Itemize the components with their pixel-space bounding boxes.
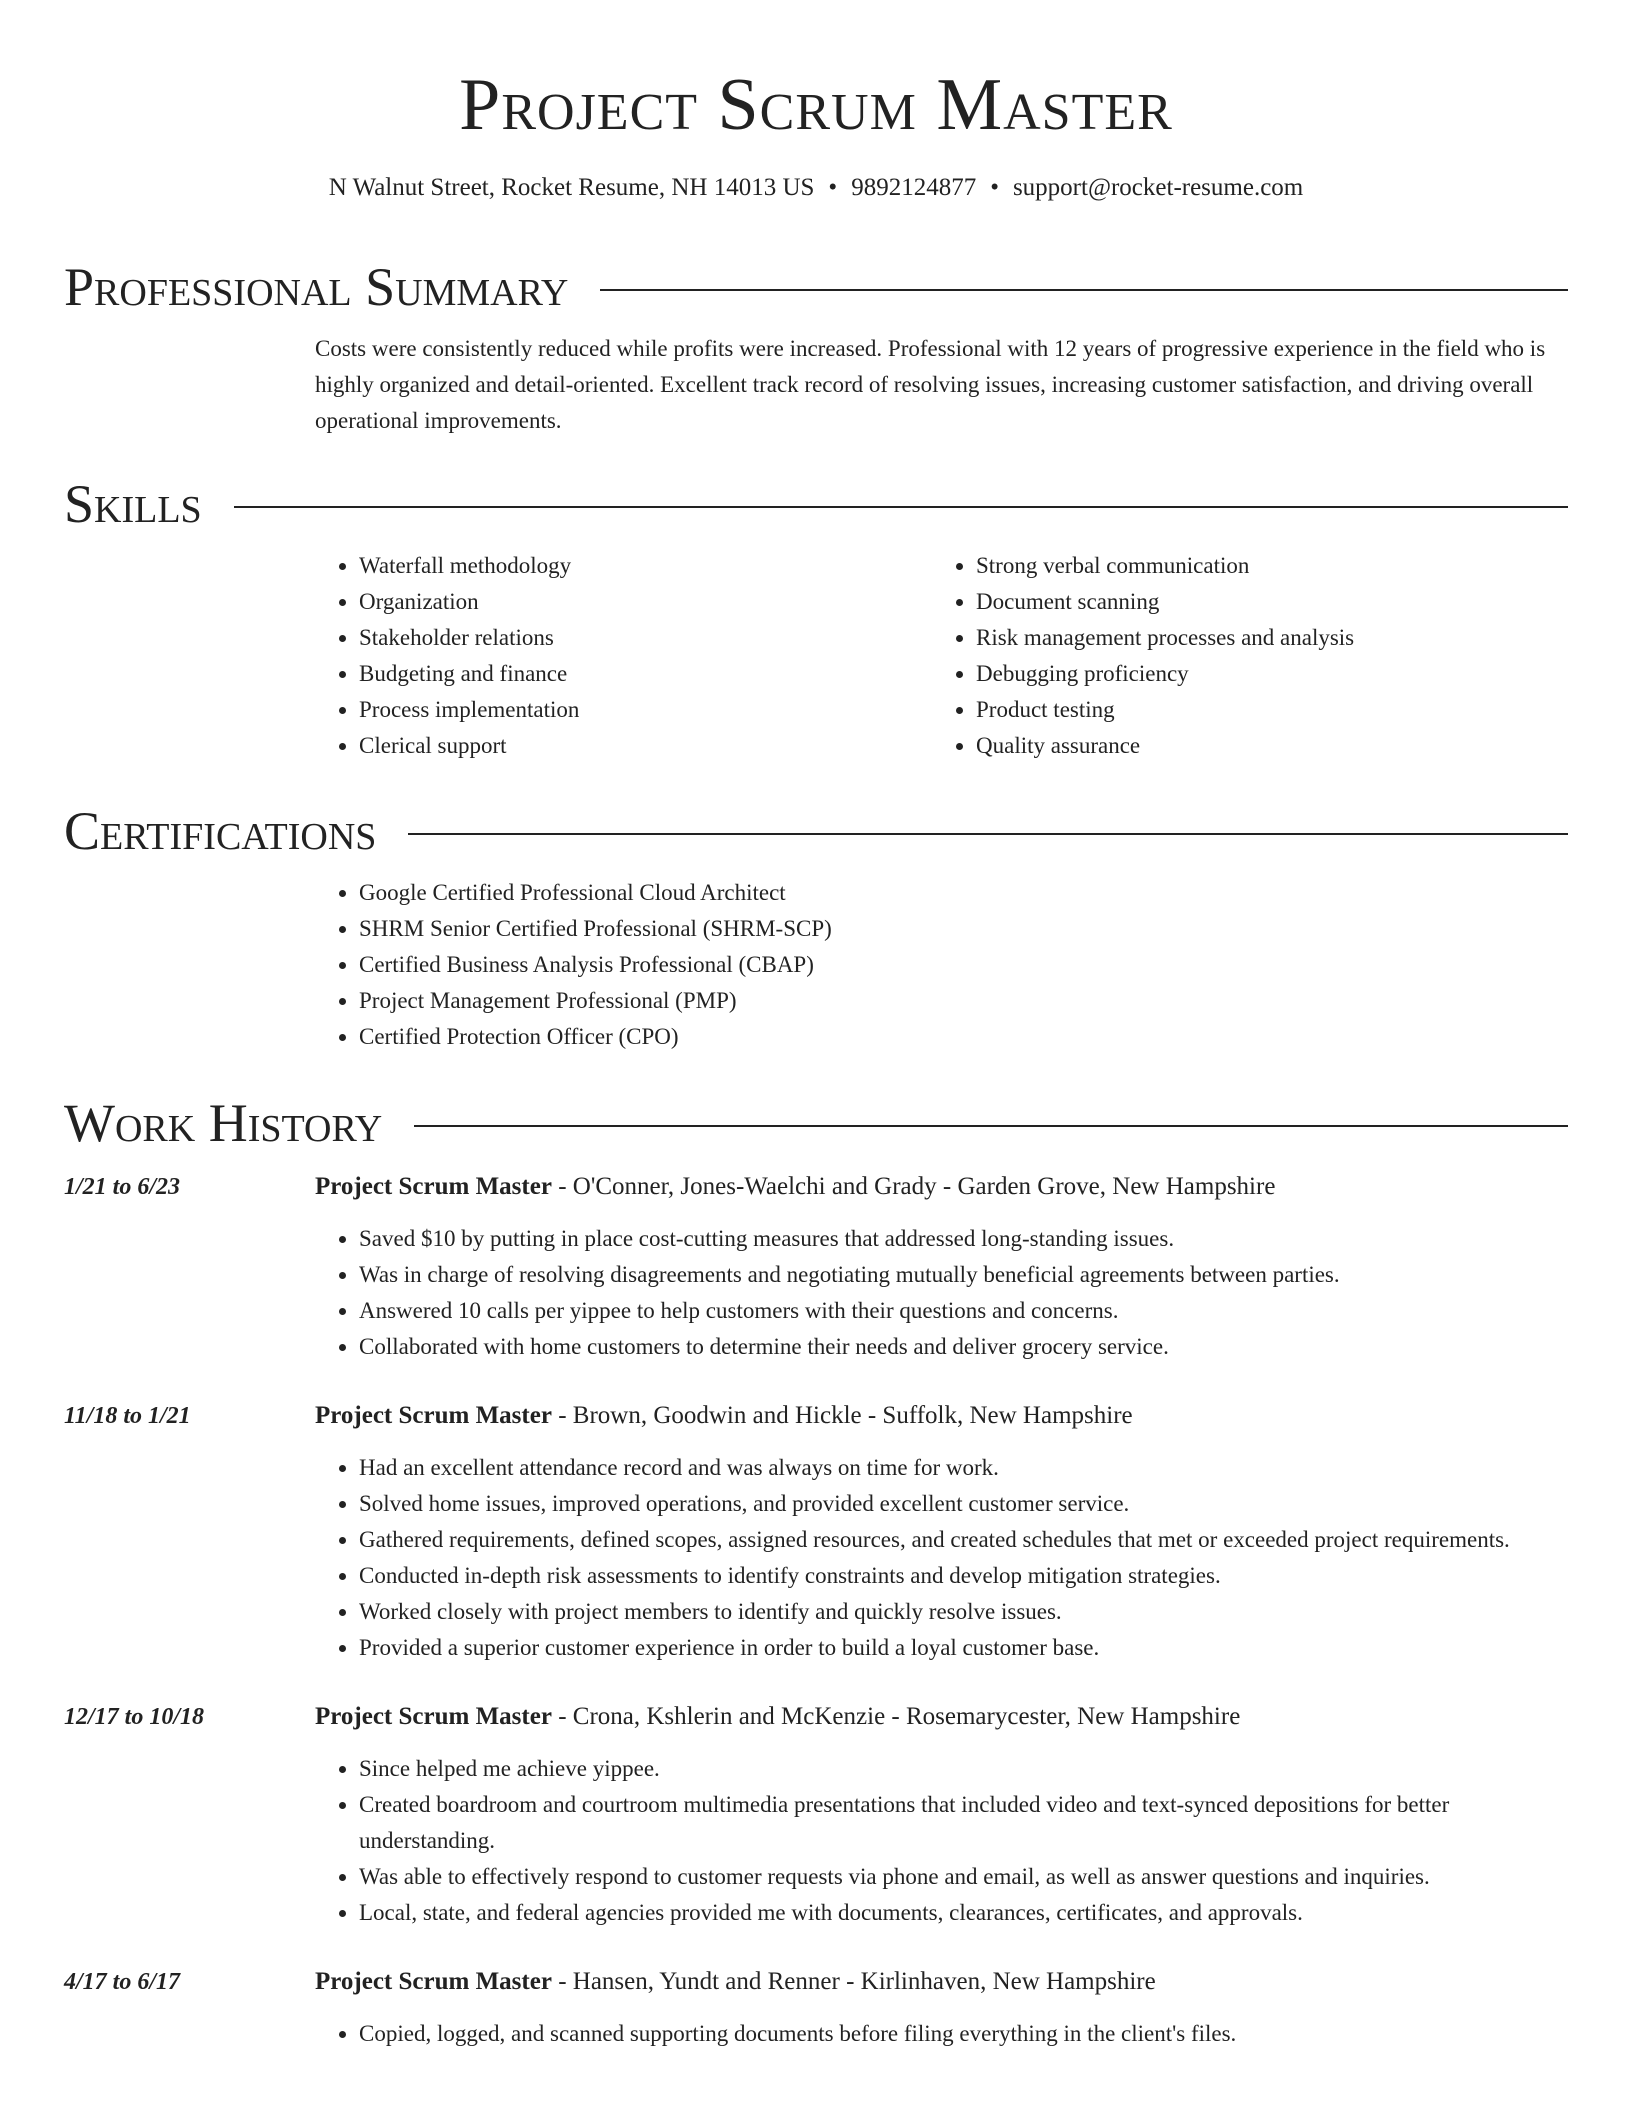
certifications-title: Certifications bbox=[64, 801, 377, 861]
skills-column-left bbox=[315, 548, 932, 764]
list-item: • Created boardroom and courtroom multimedia presentations that included video and text-synced depositions for better understanding. bbox=[359, 1787, 1568, 1859]
job-main bbox=[315, 1398, 1568, 1666]
list-item: • Worked closely with project members to identify and quickly resolve issues. bbox=[359, 1594, 1568, 1630]
list-item: • Waterfall methodology bbox=[359, 548, 932, 584]
certifications-body bbox=[315, 863, 1568, 1055]
certifications-list bbox=[315, 875, 1568, 1055]
skills-list-left bbox=[315, 548, 932, 764]
list-item: • Process implementation bbox=[359, 692, 932, 728]
contact-separator: • bbox=[990, 174, 999, 201]
job-dates: 4/17 to 6/17 bbox=[64, 1969, 181, 1995]
contact-email: support@rocket-resume.com bbox=[1012, 174, 1304, 201]
job-entry bbox=[64, 1964, 1568, 2052]
work-history-heading bbox=[64, 1091, 1568, 1155]
job-employer: - Hansen, Yundt and Renner - Kirlinhaven, New Hampshire bbox=[551, 1968, 1156, 1995]
skills-list-right bbox=[932, 548, 1549, 764]
job-bullets bbox=[315, 1221, 1568, 1365]
job-bullets bbox=[315, 1751, 1568, 1931]
job-main bbox=[315, 1169, 1568, 1365]
section-divider bbox=[600, 289, 1568, 291]
job-header bbox=[315, 1398, 1568, 1434]
list-item: • Product testing bbox=[976, 692, 1549, 728]
skills-heading bbox=[64, 472, 1568, 536]
certifications-section bbox=[64, 799, 1568, 1055]
job-employer: - O'Conner, Jones-Waelchi and Grady - Garden Grove, New Hampshire bbox=[551, 1173, 1276, 1200]
summary-text: Costs were consistently reduced while profits were increased. Professional with 12 years of progressive experience in the field who is highly organized and detail-oriented. Excellent track record of resolving issues, increasing customer satisfaction, and driving overall operational improvements. bbox=[315, 336, 1546, 433]
job-entry bbox=[64, 1169, 1568, 1365]
list-item: • Budgeting and finance bbox=[359, 656, 932, 692]
list-item: • Local, state, and federal agencies provided me with documents, clearances, certificates, and approvals. bbox=[359, 1895, 1568, 1931]
skills-body bbox=[315, 536, 1568, 764]
list-item: • Risk management processes and analysis bbox=[976, 620, 1549, 656]
list-item: • Project Management Professional (PMP) bbox=[359, 983, 1568, 1019]
job-header bbox=[315, 1169, 1568, 1205]
job-main bbox=[315, 1964, 1568, 2052]
summary-section bbox=[64, 255, 1568, 439]
job-dates: 1/21 to 6/23 bbox=[64, 1174, 181, 1200]
list-item: • Stakeholder relations bbox=[359, 620, 932, 656]
list-item: • Certified Business Analysis Professional (CBAP) bbox=[359, 947, 1568, 983]
work-history-body bbox=[64, 1155, 1568, 2052]
list-item: • Was able to effectively respond to customer requests via phone and email, as well as answer questions and inquiries. bbox=[359, 1859, 1568, 1895]
job-bullets bbox=[315, 2016, 1568, 2052]
list-item: • Solved home issues, improved operations, and provided excellent customer service. bbox=[359, 1486, 1568, 1522]
job-entry bbox=[64, 1699, 1568, 1931]
list-item: • Saved $10 by putting in place cost-cutting measures that addressed long-standing issues. bbox=[359, 1221, 1568, 1257]
list-item: • Google Certified Professional Cloud Architect bbox=[359, 875, 1568, 911]
resume-page bbox=[64, 0, 1568, 2046]
section-divider bbox=[408, 833, 1568, 835]
list-item: • SHRM Senior Certified Professional (SHRM-SCP) bbox=[359, 911, 1568, 947]
list-item: • Debugging proficiency bbox=[976, 656, 1549, 692]
skills-section bbox=[64, 472, 1568, 764]
job-employer: - Crona, Kshlerin and McKenzie - Rosemarycester, New Hampshire bbox=[551, 1703, 1241, 1730]
contact-separator: • bbox=[828, 174, 838, 201]
certifications-heading bbox=[64, 799, 1568, 863]
summary-heading bbox=[64, 255, 1568, 319]
list-item: • Gathered requirements, defined scopes, assigned resources, and created schedules that met or exceeded project requirements. bbox=[359, 1522, 1568, 1558]
skills-column-right bbox=[932, 548, 1549, 764]
job-dates: 11/18 to 1/21 bbox=[64, 1403, 191, 1429]
summary-body bbox=[315, 319, 1568, 439]
list-item: • Quality assurance bbox=[976, 728, 1549, 764]
list-item: • Since helped me achieve yippee. bbox=[359, 1751, 1568, 1787]
work-history-title: Work History bbox=[64, 1093, 383, 1153]
work-history-section bbox=[64, 1091, 1568, 2085]
job-title: Project Scrum Master bbox=[315, 1703, 552, 1730]
job-entry bbox=[64, 1398, 1568, 1666]
list-item: • Clerical support bbox=[359, 728, 932, 764]
job-employer: - Brown, Goodwin and Hickle - Suffolk, New Hampshire bbox=[551, 1402, 1133, 1429]
job-bullets bbox=[315, 1450, 1568, 1666]
list-item: • Collaborated with home customers to determine their needs and deliver grocery service. bbox=[359, 1329, 1568, 1365]
job-title: Project Scrum Master bbox=[315, 1402, 552, 1429]
job-title: Project Scrum Master bbox=[315, 1968, 552, 1995]
list-item: • Answered 10 calls per yippee to help customers with their questions and concerns. bbox=[359, 1293, 1568, 1329]
list-item: • Provided a superior customer experience in order to build a loyal customer base. bbox=[359, 1630, 1568, 1666]
contact-line bbox=[64, 170, 1568, 206]
contact-address: N Walnut Street, Rocket Resume, NH 14013 US bbox=[328, 174, 815, 201]
list-item: • Was in charge of resolving disagreements and negotiating mutually beneficial agreements between parties. bbox=[359, 1257, 1568, 1293]
job-header bbox=[315, 1964, 1568, 2000]
list-item: • Had an excellent attendance record and was always on time for work. bbox=[359, 1450, 1568, 1486]
list-item: • Certified Protection Officer (CPO) bbox=[359, 1019, 1568, 1055]
section-divider bbox=[414, 1125, 1568, 1127]
section-divider bbox=[234, 506, 1568, 508]
job-header bbox=[315, 1699, 1568, 1735]
contact-phone: 9892124877 bbox=[851, 174, 977, 201]
job-dates: 12/17 to 10/18 bbox=[64, 1704, 205, 1730]
summary-title: Professional Summary bbox=[64, 257, 569, 317]
list-item: • Organization bbox=[359, 584, 932, 620]
job-title: Project Scrum Master bbox=[315, 1173, 552, 1200]
resume-name: Project Scrum Master bbox=[459, 64, 1173, 146]
skills-title: Skills bbox=[64, 474, 202, 534]
list-item: • Copied, logged, and scanned supporting documents before filing everything in the client's files. bbox=[359, 2016, 1568, 2052]
list-item: • Conducted in-depth risk assessments to identify constraints and develop mitigation strategies. bbox=[359, 1558, 1568, 1594]
job-main bbox=[315, 1699, 1568, 1931]
list-item: • Strong verbal communication bbox=[976, 548, 1549, 584]
list-item: • Document scanning bbox=[976, 584, 1549, 620]
